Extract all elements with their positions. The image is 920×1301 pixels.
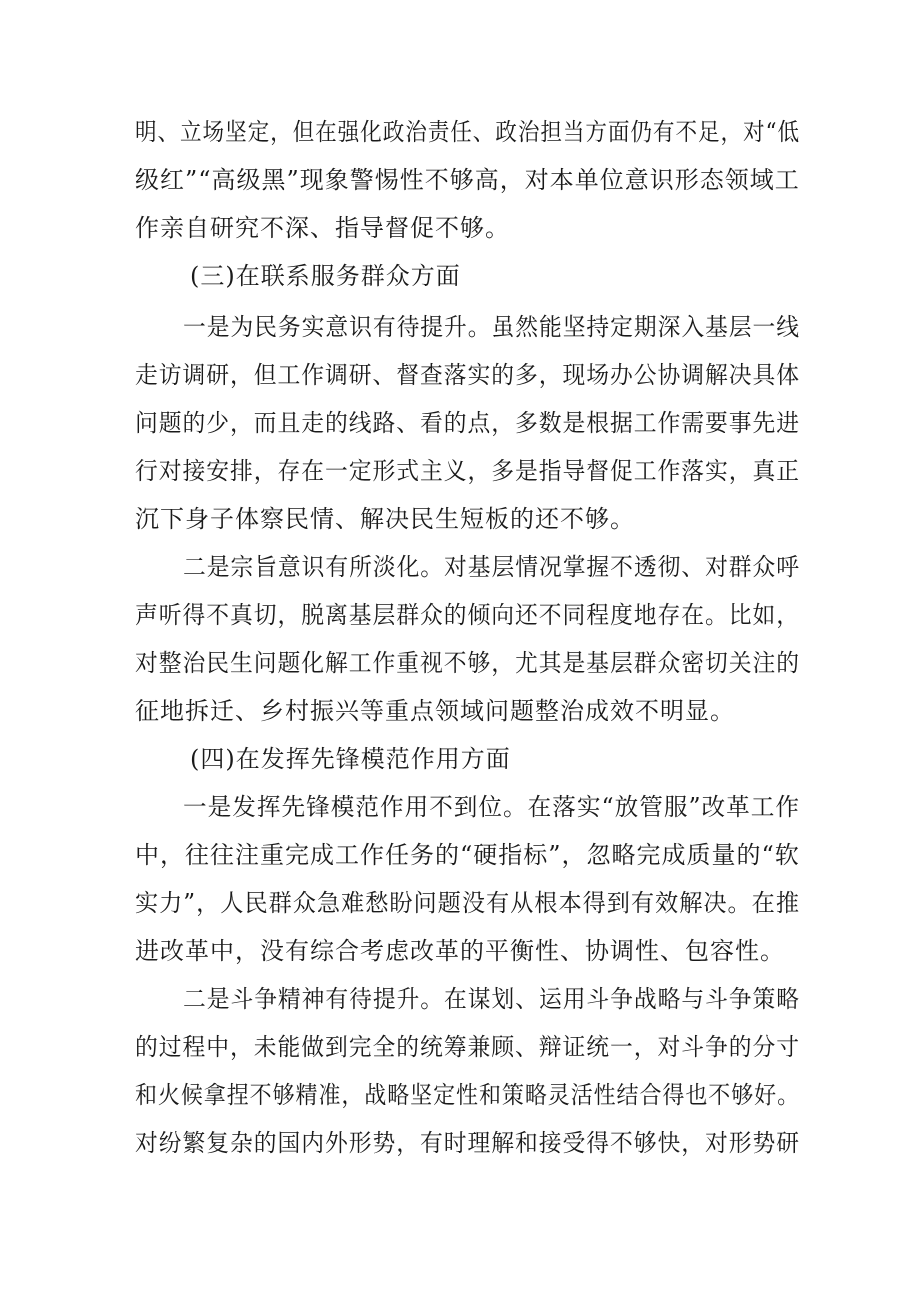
paragraph-line bbox=[0, 307, 920, 347]
paragraph-line bbox=[0, 1075, 920, 1115]
text: 级红”“高级黑”现象警惕性不够高，对本单位意识形态领域工 bbox=[135, 166, 800, 194]
text: 二是宗旨意识有所淡化。对基层情况掌握不透彻、对群众呼 bbox=[183, 553, 800, 581]
text: 问题的少，而且走的线路、看的点，多数是根据工作需要事先进 bbox=[135, 409, 800, 437]
section-heading bbox=[0, 739, 920, 779]
text: 征地拆迁、乡村振兴等重点领域问题整治成效不明显。 bbox=[135, 697, 735, 725]
text: 走访调研，但工作调研、督查落实的多，现场办公协调解决具体 bbox=[135, 361, 800, 389]
text: 实力”，人民群众急难愁盼问题没有从根本得到有效解决。在推 bbox=[135, 889, 800, 917]
text: 明、立场坚定，但在强化政治责任、政治担当方面仍有不足，对“低 bbox=[135, 118, 800, 146]
paragraph-line bbox=[0, 208, 920, 248]
paragraph-line bbox=[0, 451, 920, 491]
text: 对整治民生问题化解工作重视不够，尤其是基层群众密切关注的 bbox=[135, 649, 800, 677]
paragraph-line bbox=[0, 1027, 920, 1067]
paragraph-line bbox=[0, 160, 920, 200]
paragraph-line bbox=[0, 1123, 920, 1163]
text: 进改革中，没有综合考虑改革的平衡性、协调性、包容性。 bbox=[135, 937, 785, 965]
paragraph-line bbox=[0, 355, 920, 395]
text: 的过程中，未能做到完全的统筹兼顾、辩证统一，对斗争的分寸 bbox=[135, 1033, 800, 1061]
text: 声听得不真切，脱离基层群众的倾向还不同程度地存在。比如， bbox=[135, 601, 800, 629]
paragraph-line bbox=[0, 835, 920, 875]
text: 和火候拿捏不够精准，战略坚定性和策略灵活性结合得也不够好。 bbox=[135, 1081, 800, 1109]
paragraph-line bbox=[0, 691, 920, 731]
paragraph-line bbox=[0, 595, 920, 635]
paragraph-line bbox=[0, 787, 920, 827]
heading-text: (三)在联系服务群众方面 bbox=[190, 262, 461, 290]
paragraph-line bbox=[0, 403, 920, 443]
paragraph-line bbox=[0, 499, 920, 539]
text: 一是发挥先锋模范作用不到位。在落实“放管服”改革工作 bbox=[183, 793, 800, 821]
paragraph-line bbox=[0, 931, 920, 971]
text: 一是为民务实意识有待提升。虽然能坚持定期深入基层一线 bbox=[183, 313, 800, 341]
heading-text: (四)在发挥先锋模范作用方面 bbox=[190, 745, 511, 773]
paragraph-line bbox=[0, 547, 920, 587]
text: 对纷繁复杂的国内外形势，有时理解和接受得不够快，对形势研 bbox=[135, 1129, 800, 1157]
text: 沉下身子体察民情、解决民生短板的还不够。 bbox=[135, 505, 635, 533]
text: 行对接安排，存在一定形式主义，多是指导督促工作落实，真正 bbox=[135, 457, 800, 485]
paragraph-line bbox=[0, 883, 920, 923]
paragraph-line bbox=[0, 112, 920, 152]
text: 作亲自研究不深、指导督促不够。 bbox=[135, 214, 510, 242]
section-heading bbox=[0, 256, 920, 296]
text: 二是斗争精神有待提升。在谋划、运用斗争战略与斗争策略 bbox=[183, 985, 800, 1013]
paragraph-line bbox=[0, 643, 920, 683]
paragraph-line bbox=[0, 979, 920, 1019]
text: 中，往往注重完成工作任务的“硬指标”，忽略完成质量的“软 bbox=[135, 841, 800, 869]
